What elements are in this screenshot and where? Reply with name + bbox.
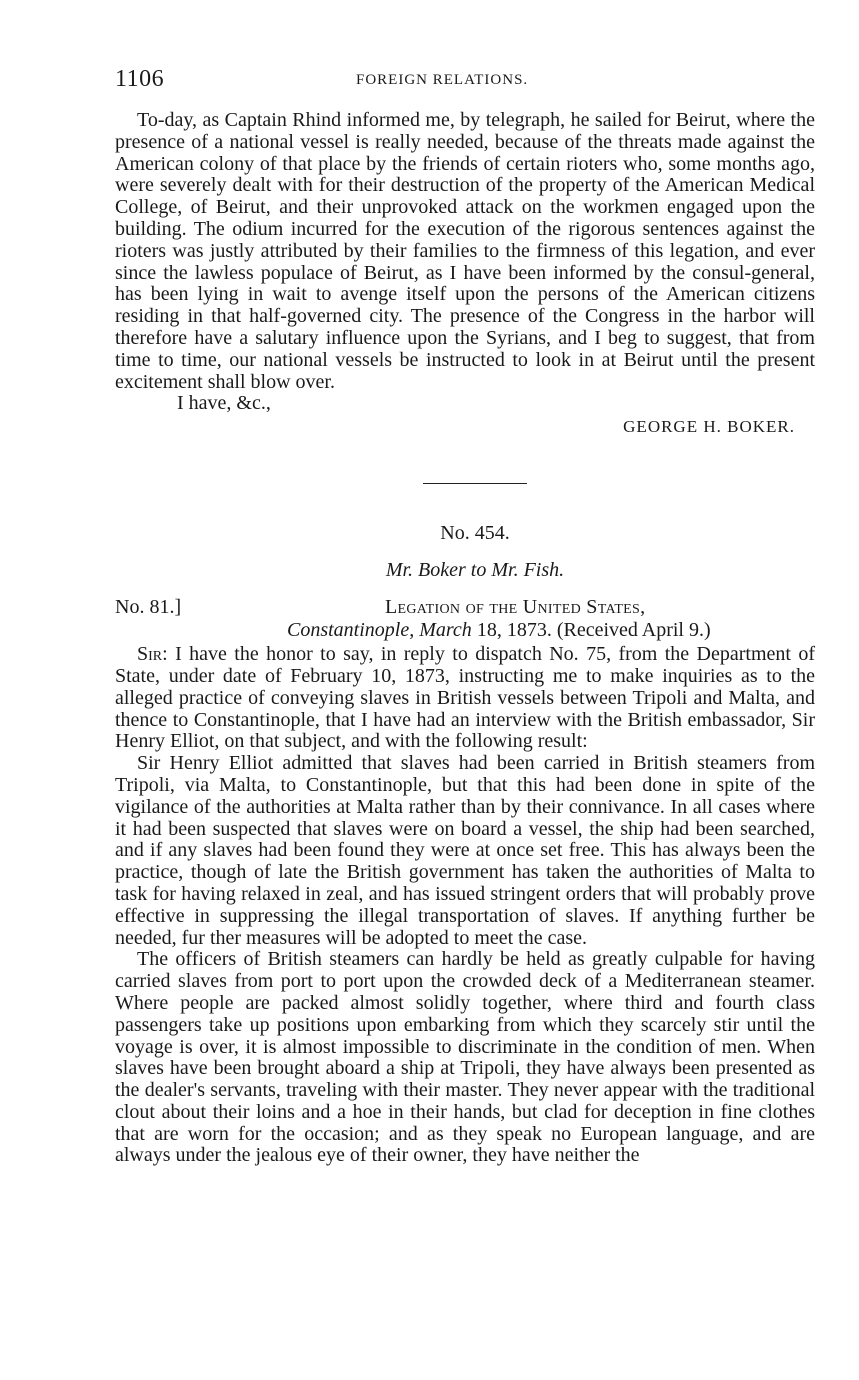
letter-one — [115, 110, 815, 439]
document-number: No. 454. — [440, 522, 510, 545]
letter-one-closing: I have, &c., — [177, 392, 271, 415]
salutation: Sir: — [137, 643, 168, 666]
letter-two-paragraph-1 — [115, 644, 815, 753]
dateline — [115, 596, 815, 644]
letter-two-paragraph-2: Sir Henry Elliot admitted that slaves had been carried in British steamers from Tripoli, via Malta, to Constantinople, but that this had been done in spite of the vigilance of the authorities at Malta rather than by their connivance. In all cases where it had been suspected that slaves were on board a vessel, the ship had been searched, and if any slaves had been found they were at once set free. This has always been the practice, though of late the British government has taken the authorities of Malta to task for having relaxed in zeal, and has issued stringent orders that will probably prove effective in suppressing the illegal transportation of slaves. If anything further be needed, fur ther measures will be adopted to meet the case. — [115, 752, 815, 949]
page-number: 1106 — [115, 66, 165, 92]
legation-heading: Legation of the United States, — [385, 596, 646, 619]
letter-one-paragraph: To-day, as Captain Rhind informed me, by telegraph, he sailed for Beirut, where the presence of a national vessel is really needed, because of the threats made against the American colony of that place by the friends of certain rioters who, some months ago, were severely dealt with for their destruction of the property of the American Medical College, of Beirut, and their unprovoked attack on the workmen engaged upon the building. The odium incurred for the execution of the rigorous sentences against the rioters was justly attributed by their families to the firmness of this legation, and ever since the lawless populace of Beirut, as I have been informed by the consul-general, has been lying in wait to avenge itself upon the persons of the American citizens residing in that half-governed city. The presence of the Congress in the harbor will therefore have a salutary influence upon the Syrians, and I beg to suggest, that from time to time, our national vessels be instructed to look in at Beirut until the present excitement shall blow over. — [115, 109, 815, 393]
received-date: (Received April 9.) — [556, 619, 711, 642]
running-head-title: FOREIGN RELATIONS. — [356, 72, 529, 88]
letter-two-body — [115, 644, 815, 1167]
letter-one-signature: GEORGE H. BOKER. — [623, 417, 795, 437]
dispatch-number: No. 81.] — [115, 596, 182, 619]
running-head — [115, 66, 815, 96]
place-date: Constantinople, March — [287, 619, 472, 642]
document-heading: Mr. Boker to Mr. Fish. — [385, 559, 565, 582]
place-date-line — [287, 619, 711, 642]
section-divider — [423, 483, 527, 484]
letter-two-paragraph-3: The officers of British steamers can hardly be held as greatly culpable for having carried slaves from port to port upon the crowded deck of a Mediterranean steamer. Where people are packed almost solidly together, where third and fourth class passengers take up positions upon embarking from which they scarcely stir until the voyage is over, it is almost impossible to discriminate in the condition of men. When slaves have been brought aboard a ship at Tripoli, they have always been presented as the dealer's servants, traveling with their master. They never appear with the traditional clout about their loins and a hoe in their hands, but clad for deception in fine clothes that are worn for the occasion; and as they speak no European language, and are always under the jealous eye of their owner, they have neither the — [115, 948, 815, 1167]
paragraph-1-text: I have the honor to say, in reply to dispatch No. 75, from the Department of State, under date of February 10, 1873, instructing me to make inquiries as to the alleged practice of conveying slaves in British vessels between Tripoli and Malta, and thence to Constantinople, that I have had an interview with the British embassador, Sir Henry Elliot, on that subject, and with the following result: — [115, 643, 815, 753]
document-page — [115, 66, 815, 1167]
date-rest: 18, 1873. — [476, 619, 552, 642]
